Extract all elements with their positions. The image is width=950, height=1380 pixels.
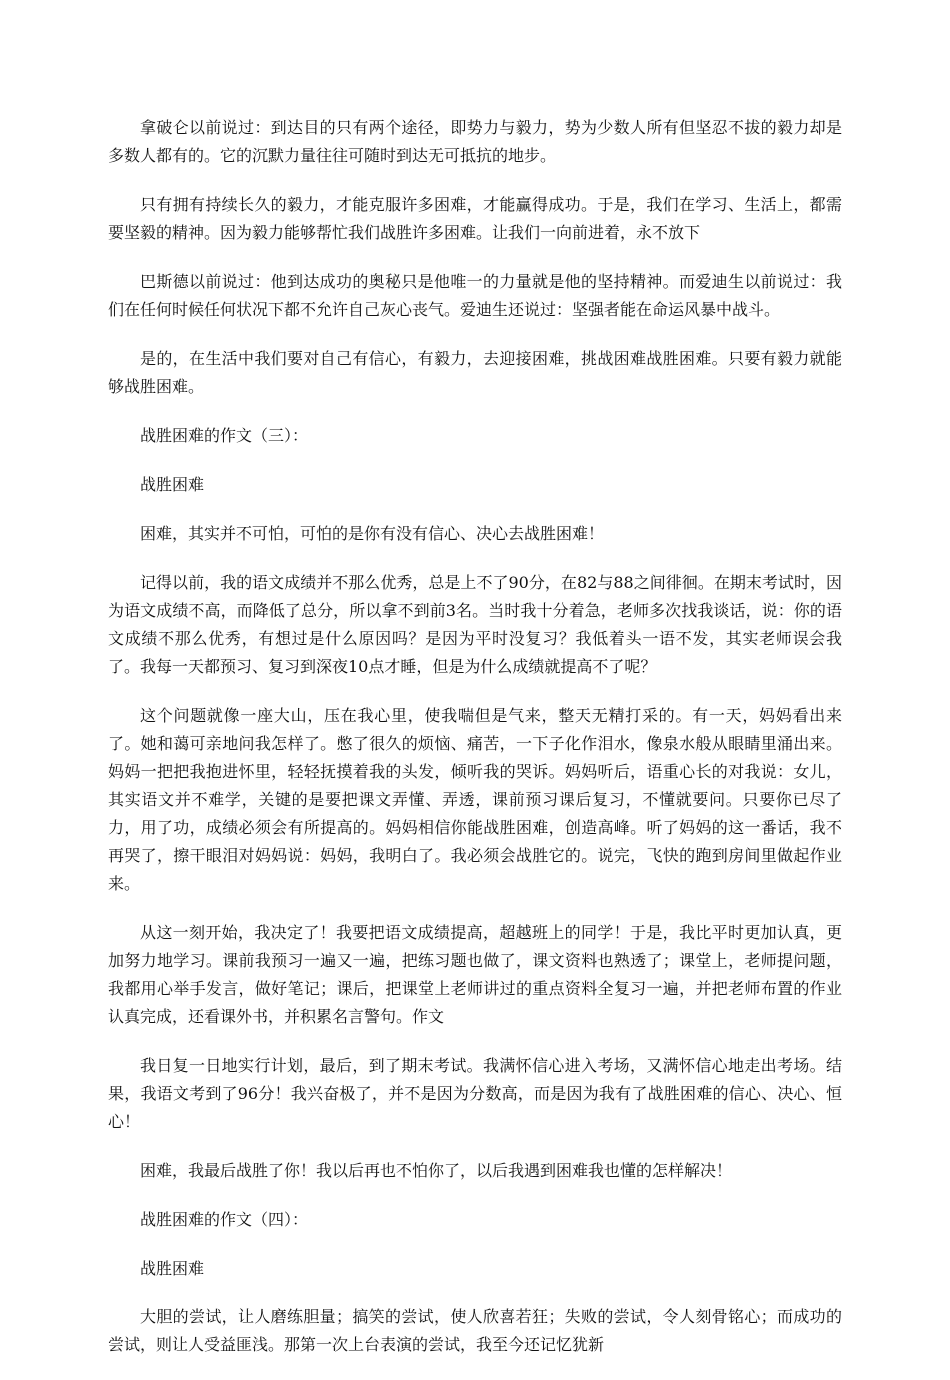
paragraph-confidence: 是的，在生活中我们要对自己有信心，有毅力，去迎接困难，挑战困难战胜困难。只要有毅力就能够战胜困难。 bbox=[108, 349, 842, 396]
section-heading-four: 战胜困难的作文（四）： bbox=[140, 1210, 309, 1229]
paragraph-mother-talk: 这个问题就像一座大山，压在我心里，使我喘但是气来，整天无精打采的。有一天，妈妈看出来了。她和蔼可亲地问我怎样了。憋了很久的烦恼、痛苦，一下子化作泪水，像泉水般从眼睛里涌出来。妈妈一把把我抱进怀里，轻轻抚摸着我的头发，倾听我的哭诉。妈妈听后，语重心长的对我说：女儿，其实语文并不难学，关键的是要把课文弄懂、弄透，课前预习课后复习，不懂就要问。只要你已尽了力，用了功，成绩必须会有所提高的。妈妈相信你能战胜困难，创造高峰。听了妈妈的这一番话，我不再哭了，擦干眼泪对妈妈说：妈妈，我明白了。我必须会战胜它的。说完，飞快的跑到房间里做起作业来。 bbox=[108, 706, 842, 893]
paragraph-chinese-grades: 记得以前，我的语文成绩并不那么优秀，总是上不了90分，在82与88之间徘徊。在期末考试时，因为语文成绩不高，而降低了总分，所以拿不到前3名。当时我十分着急，老师多次找我谈话，说：你的语文成绩不那么优秀，有想过是什么原因吗？是因为平时没复习？我低着头一语不发，其实老师误会我了。我每一天都预习、复习到深夜10点才睡，但是为什么成绩就提高不了呢？ bbox=[108, 573, 842, 676]
essay-title-three: 战胜困难 bbox=[140, 475, 205, 494]
paragraph-decision: 从这一刻开始，我决定了！我要把语文成绩提高，超越班上的同学！于是，我比平时更加认真，更加努力地学习。课前我预习一遍又一遍，把练习题也做了，课文资料也熟透了；课堂上，老师提问题，我都用心举手发言，做好笔记；课后，把课堂上老师讲过的重点资料全复习一遍，并把老师布置的作业认真完成，还看课外书，并积累名言警句。作文 bbox=[108, 923, 842, 1026]
document-body bbox=[108, 114, 842, 1380]
section-heading-three: 战胜困难的作文（三）： bbox=[140, 426, 309, 445]
paragraph-difficulty-intro: 困难，其实并不可怕，可怕的是你有没有信心、决心去战胜困难！ bbox=[140, 524, 605, 543]
paragraph-pasteur-edison: 巴斯德以前说过：他到达成功的奥秘只是他唯一的力量就是他的坚持精神。而爱迪生以前说过：我们在任何时候任何状况下都不允许自己灰心丧气。爱迪生还说过：坚强者能在命运风暴中战斗。 bbox=[108, 272, 842, 319]
paragraph-napoleon-quote: 拿破仑以前说过：到达目的只有两个途径，即势力与毅力，势为少数人所有但坚忍不拔的毅力却是多数人都有的。它的沉默力量往往可随时到达无可抵抗的地步。 bbox=[108, 118, 842, 165]
paragraph-overcome: 困难，我最后战胜了你！我以后再也不怕你了，以后我遇到困难我也懂的怎样解决！ bbox=[140, 1161, 733, 1180]
paragraph-attempt: 大胆的尝试，让人磨练胆量；搞笑的尝试，使人欣喜若狂；失败的尝试，令人刻骨铭心；而成功的尝试，则让人受益匪浅。那第一次上台表演的尝试，我至今还记忆犹新 bbox=[108, 1307, 842, 1354]
essay-title-four: 战胜困难 bbox=[140, 1259, 205, 1278]
paragraph-perseverance: 只有拥有持续长久的毅力，才能克服许多困难，才能赢得成功。于是，我们在学习、生活上，都需要坚毅的精神。因为毅力能够帮忙我们战胜许多困难。让我们一向前进着，永不放下 bbox=[108, 195, 842, 242]
paragraph-exam-result: 我日复一日地实行计划，最后，到了期末考试。我满怀信心进入考场，又满怀信心地走出考场。结果，我语文考到了96分！我兴奋极了，并不是因为分数高，而是因为我有了战胜困难的信心、决心、恒心！ bbox=[108, 1056, 842, 1131]
